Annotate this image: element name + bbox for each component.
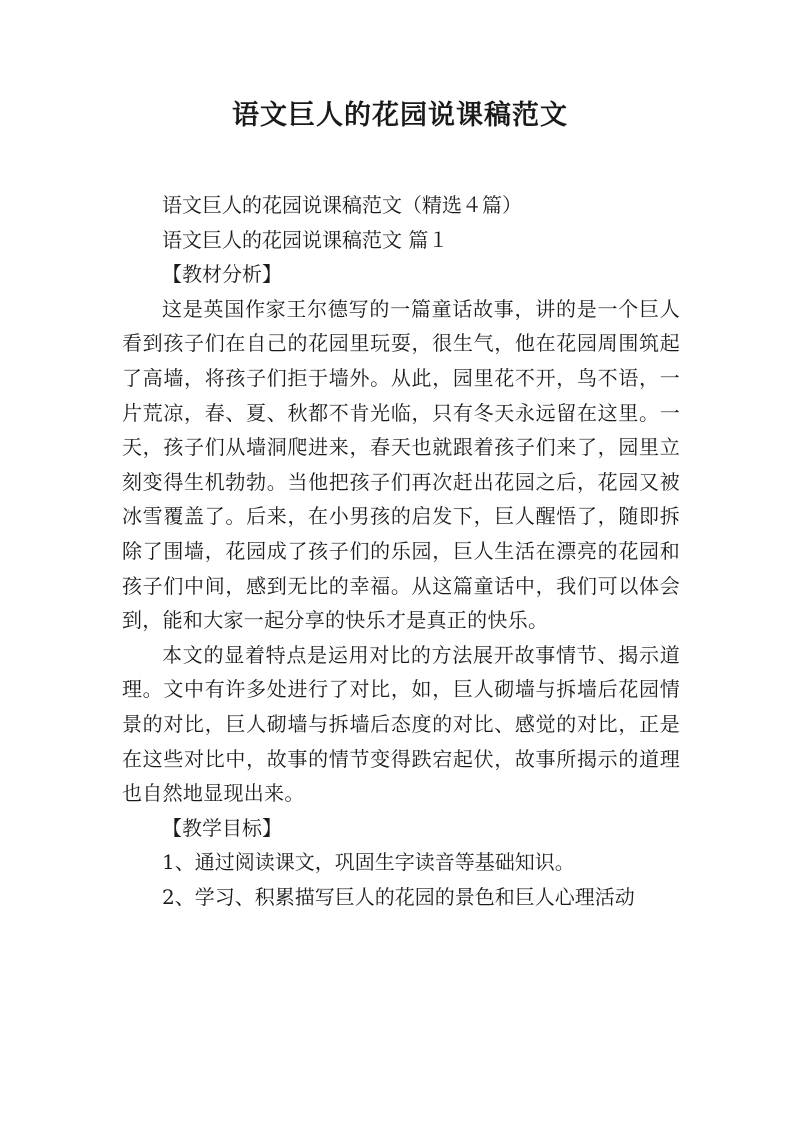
paragraph-contrast-features: 本文的显着特点是运用对比的方法展开故事情节、揭示道理。文中有许多处进行了对比，如，巨人砌墙与拆墙后花园情景的对比，巨人砌墙与拆墙后态度的对比、感觉的对比，正是在这些对比中，故事的情节变得跌宕起伏，故事所揭示的道理也自然地显现出来。 [122, 642, 680, 806]
document-body [122, 188, 680, 914]
teaching-goal-item: 2、学习、积累描写巨人的花园的景色和巨人心理活动 [162, 884, 635, 909]
heading-teaching-material-analysis: 【教材分析】 [162, 262, 282, 287]
heading-teaching-goals: 【教学目标】 [162, 815, 282, 840]
section-heading: 语文巨人的花园说课稿范文 篇１ [162, 227, 449, 252]
teaching-goal-item: 1、通过阅读课文，巩固生字读音等基础知识。 [162, 850, 575, 875]
document-subtitle: 语文巨人的花园说课稿范文（精选４篇） [162, 193, 522, 217]
document-title: 语文巨人的花园说课稿范文 [232, 100, 568, 131]
paragraph-story-summary: 这是英国作家王尔德写的一篇童话故事，讲的是一个巨人看到孩子们在自己的花园里玩耍，很生气，他在花园周围筑起了高墙，将孩子们拒于墙外。从此，园里花不开，鸟不语，一片荒凉，春、夏、秋都不肯光临，只有冬天永远留在这里。一天，孩子们从墙洞爬进来，春天也就跟着孩子们来了，园里立刻变得生机勃勃。当他把孩子们再次赶出花园之后，花园又被冰雪覆盖了。后来，在小男孩的启发下，巨人醒悟了，随即拆除了围墙，花园成了孩子们的乐园，巨人生活在漂亮的花园和孩子们中间，感到无比的幸福。从这篇童话中，我们可以体会到，能和大家一起分享的快乐才是真正的快乐。 [122, 296, 680, 633]
